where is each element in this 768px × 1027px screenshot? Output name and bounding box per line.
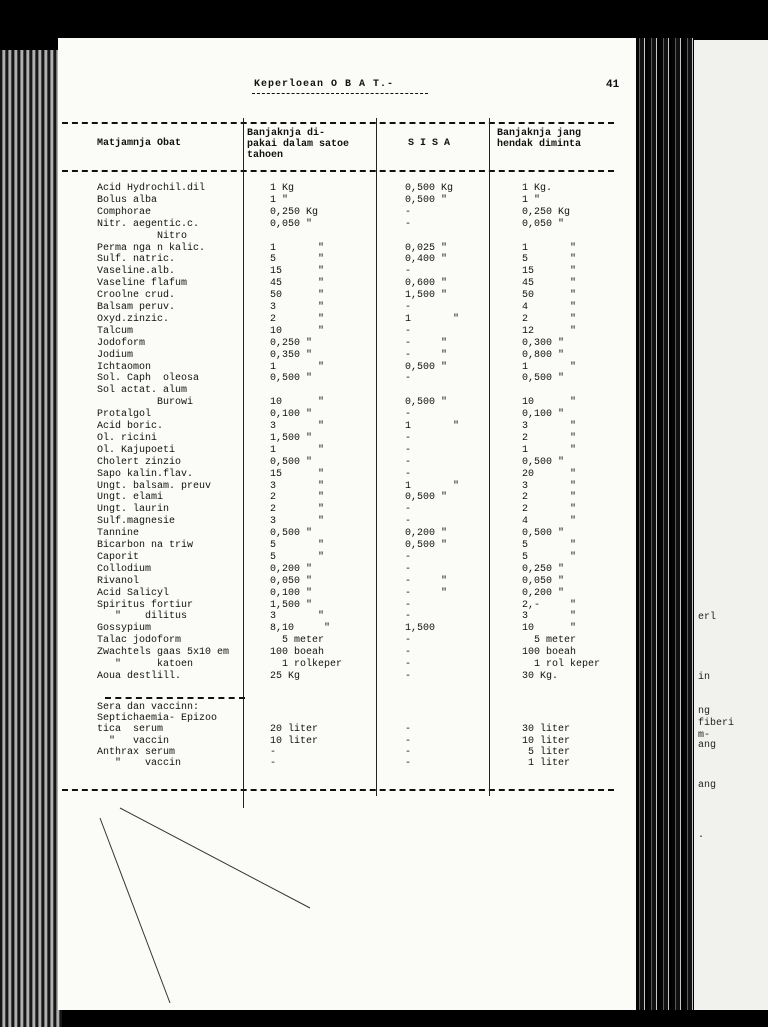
amount-remaining: 0,500 " [405, 397, 448, 409]
amount-used-per-year: 0,350 " [270, 349, 313, 361]
amount-used-per-year: 0,050 " [270, 218, 313, 230]
amount-requested: 5 meter [522, 635, 577, 647]
amount-requested: 15 " [522, 266, 577, 278]
amount-requested: 10 " [522, 397, 577, 409]
amount-remaining: 1 " [405, 313, 460, 325]
amount-used-per-year: 1 " [270, 361, 325, 373]
medicine-name: Acid Hydrochil.dil [97, 183, 206, 194]
column-divider [243, 118, 244, 808]
amount-used-per-year: 5 meter [270, 635, 325, 647]
amount-remaining: - [405, 444, 412, 456]
amount-used-per-year: 2 " [270, 313, 325, 325]
amount-remaining: - [405, 409, 412, 421]
amount-used-per-year: 50 " [270, 290, 325, 302]
amount-used-per-year: 15 " [270, 266, 325, 278]
column-header-name: Matjamnja Obat [97, 138, 182, 149]
page-number: 41 [606, 79, 620, 91]
medicine-name: Rivanol [97, 575, 140, 587]
amount-used-per-year: 10 " [270, 325, 325, 337]
medicine-name: Caporit [97, 551, 140, 563]
amount-requested: 10 " [522, 623, 577, 635]
amount-requested: 20 " [522, 468, 577, 480]
amount-remaining: - [405, 432, 412, 444]
amount-remaining: - [405, 302, 412, 313]
medicine-name: Zwachtels gaas 5x10 em [97, 647, 230, 659]
amount-used-per-year: 0,250 Kg [270, 206, 319, 218]
medicine-name: Balsam peruv. [97, 302, 176, 313]
medicine-name: " vaccin [97, 735, 170, 747]
amount-requested: 0,100 " [522, 409, 565, 421]
medicine-name: Ungt. laurin [97, 504, 170, 516]
amount-remaining: 0,500 " [405, 492, 448, 504]
amount-requested: 2,- " [522, 599, 577, 611]
page-title: Keperloean O B A T.- [254, 79, 395, 90]
amount-requested: 1 " [522, 194, 541, 206]
amount-used-per-year: 1 " [270, 242, 325, 254]
medicine-name: Gossypium [97, 623, 152, 635]
amount-requested: 3 " [522, 611, 577, 623]
amount-used-per-year: 0,500 " [270, 373, 313, 385]
medicine-name: Acid Salicyl [97, 587, 170, 599]
amount-requested: 1 " [522, 361, 577, 373]
amount-used-per-year: 0,250 " [270, 337, 313, 349]
next-page-fragment: ang [698, 740, 717, 751]
amount-used-per-year: 1 " [270, 194, 289, 206]
amount-requested: 2 " [522, 504, 577, 516]
amount-used-per-year: 0,500 " [270, 456, 313, 468]
amount-requested: 1 rol keper [522, 659, 601, 670]
medicine-name: Ungt. elami [97, 492, 164, 504]
medicine-name: Spiritus fortiur [97, 599, 194, 611]
amount-remaining: 0,500 " [405, 540, 448, 551]
amount-requested: 45 " [522, 278, 577, 290]
amount-remaining: - [405, 563, 412, 575]
amount-used-per-year: 45 " [270, 278, 325, 290]
amount-used-per-year: 0,500 " [270, 528, 313, 540]
amount-requested: 12 " [522, 325, 577, 337]
amount-remaining: - [405, 504, 412, 516]
amount-remaining: - [405, 635, 412, 647]
medicine-name: Septichaemia- Epizoo [97, 713, 218, 725]
medicine-name: Nitro [97, 230, 188, 242]
amount-requested: 0,500 " [522, 373, 565, 385]
medicine-name: Cholert zinzio [97, 456, 182, 468]
amount-used-per-year: 8,10 " [270, 623, 331, 635]
amount-remaining: - [405, 611, 412, 623]
amount-requested: 3 " [522, 421, 577, 432]
amount-used-per-year: 1 " [270, 444, 325, 456]
medicine-name: Sol. Caph oleosa [97, 373, 200, 385]
amount-used-per-year: 3 " [270, 480, 325, 492]
blank-area-strike-lines [80, 798, 320, 1013]
amount-requested: 2 " [522, 492, 577, 504]
column-header-used: Banjaknja di- pakai dalam satoe tahoen [247, 128, 350, 161]
column-header-requested: Banjaknja jang hendak diminta [497, 128, 582, 150]
amount-requested: 0,200 " [522, 587, 565, 599]
amount-remaining: 0,500 " [405, 361, 448, 373]
amount-used-per-year: 3 " [270, 611, 325, 623]
scan-edge-left [0, 50, 62, 1027]
amount-requested: 2 " [522, 313, 577, 325]
amount-used-per-year: 15 " [270, 468, 325, 480]
amount-used-per-year: 3 " [270, 302, 325, 313]
amount-used-per-year: 2 " [270, 504, 325, 516]
amount-used-per-year: 0,100 " [270, 409, 313, 421]
next-page-fragment: in [698, 672, 711, 683]
column-header-sisa: S I S A [408, 138, 451, 149]
amount-requested: 4 " [522, 302, 577, 313]
medicine-name: Sol actat. alum [97, 385, 188, 397]
medicine-name: Ungt. balsam. preuv [97, 480, 212, 492]
amount-requested: 0,250 Kg [522, 206, 571, 218]
medicine-name: Sulf. natric. [97, 254, 176, 266]
amount-remaining: 0,500 Kg [405, 183, 454, 194]
title-underline [252, 93, 428, 94]
amount-used-per-year: 10 " [270, 397, 325, 409]
amount-requested: 30 liter [522, 724, 571, 736]
amount-remaining: - [405, 218, 412, 230]
amount-remaining: - " [405, 349, 448, 361]
amount-used-per-year: 10 liter [270, 735, 319, 747]
medicine-name: Jodoform [97, 337, 146, 349]
medicine-name: Protalgol [97, 409, 152, 421]
amount-remaining: - [405, 746, 412, 758]
amount-requested: 1 " [522, 444, 577, 456]
amount-remaining: 0,200 " [405, 528, 448, 540]
medicine-name: Tannine [97, 528, 140, 540]
amount-remaining: - [405, 325, 412, 337]
amount-requested: 0,050 " [522, 218, 565, 230]
medicine-name: Aoua destlill. [97, 670, 182, 682]
amount-remaining: - [405, 373, 412, 385]
medicine-name: Comphorae [97, 206, 152, 218]
medicine-name: Talcum [97, 325, 134, 337]
medicine-name: " dilitus [97, 611, 188, 623]
medicine-name: Perma nga n kalic. [97, 242, 206, 254]
amount-remaining: - [405, 724, 412, 736]
amount-requested: 5 " [522, 551, 577, 563]
medicine-name: Sapo kalin.flav. [97, 468, 194, 480]
amount-used-per-year: 1,500 " [270, 432, 313, 444]
amount-remaining: - [405, 551, 412, 563]
medicine-name: Bolus alba [97, 194, 158, 206]
medicine-name: Ol. ricini [97, 432, 158, 444]
medicine-name: Nitr. aegentic.c. [97, 218, 200, 230]
medicine-name: Croolne crud. [97, 290, 176, 302]
amount-requested: 2 " [522, 432, 577, 444]
next-page-fragment: . [698, 830, 705, 841]
amount-requested: 5 " [522, 540, 577, 551]
medicine-name: Burowi [97, 397, 194, 409]
table-bottom-rule [62, 789, 614, 791]
medicine-name: Sulf.magnesie [97, 516, 176, 528]
amount-used-per-year: 2 " [270, 492, 325, 504]
amount-remaining: - " [405, 575, 448, 587]
amount-used-per-year: - [270, 746, 277, 758]
next-page-fragment: fiberi [698, 718, 735, 729]
header-bottom-rule [62, 170, 614, 172]
amount-requested: 1 Kg. [522, 183, 553, 194]
next-page-fragment: ng [698, 706, 711, 717]
medicine-name: " katoen [97, 659, 194, 670]
section-separator [105, 697, 245, 699]
medicine-name: tica serum [97, 724, 164, 736]
amount-remaining: 1 " [405, 480, 460, 492]
amount-remaining: - [405, 516, 412, 528]
amount-used-per-year: 1 rolkeper [270, 659, 343, 670]
amount-requested: 5 liter [522, 746, 571, 758]
book-binding [636, 38, 694, 1010]
medicine-name: Jodium [97, 349, 134, 361]
table-top-rule [62, 122, 614, 124]
amount-requested: 10 liter [522, 735, 571, 747]
amount-requested: 3 " [522, 480, 577, 492]
amount-used-per-year: 20 liter [270, 724, 319, 736]
medicine-name: Vaseline.alb. [97, 266, 176, 278]
amount-requested: 0,800 " [522, 349, 565, 361]
amount-remaining: 0,400 " [405, 254, 448, 266]
next-page-fragment: erl [698, 612, 717, 623]
amount-remaining: - [405, 670, 412, 682]
amount-requested: 50 " [522, 290, 577, 302]
amount-remaining: - " [405, 587, 448, 599]
amount-remaining: - [405, 206, 412, 218]
amount-remaining: 1,500 " [405, 290, 448, 302]
amount-requested: 0,500 " [522, 456, 565, 468]
amount-used-per-year: 3 " [270, 421, 325, 432]
medicine-name: " vaccin [97, 758, 182, 769]
amount-requested: 0,050 " [522, 575, 565, 587]
medicine-name: Anthrax serum [97, 746, 176, 758]
amount-used-per-year: 100 boeah [270, 647, 325, 659]
amount-remaining: 1 " [405, 421, 460, 432]
amount-used-per-year: - [270, 758, 277, 769]
amount-used-per-year: 0,050 " [270, 575, 313, 587]
next-page-edge [694, 40, 768, 1010]
medicine-name: Oxyd.zinzic. [97, 313, 170, 325]
amount-used-per-year: 5 " [270, 254, 325, 266]
amount-requested: 0,250 " [522, 563, 565, 575]
amount-remaining: - [405, 266, 412, 278]
amount-remaining: 0,600 " [405, 278, 448, 290]
medicine-name: Ichtaomon [97, 361, 152, 373]
amount-remaining: - [405, 468, 412, 480]
amount-remaining: - [405, 659, 412, 670]
amount-used-per-year: 0,100 " [270, 587, 313, 599]
amount-remaining: - [405, 647, 412, 659]
medicine-name: Acid boric. [97, 421, 164, 432]
amount-requested: 4 " [522, 516, 577, 528]
medicine-name: Collodium [97, 563, 152, 575]
amount-requested: 0,300 " [522, 337, 565, 349]
amount-requested: 1 " [522, 242, 577, 254]
column-divider [489, 118, 490, 796]
amount-remaining: - [405, 599, 412, 611]
medicine-name: Sera dan vaccinn: [97, 702, 200, 713]
medicine-name: Bicarbon na triw [97, 540, 194, 551]
medicine-name: Ol. Kajupoeti [97, 444, 176, 456]
amount-requested: 30 Kg. [522, 670, 559, 682]
amount-requested: 0,500 " [522, 528, 565, 540]
amount-used-per-year: 1,500 " [270, 599, 313, 611]
amount-remaining: - [405, 456, 412, 468]
amount-requested: 100 boeah [522, 647, 577, 659]
next-page-fragment: ang [698, 780, 717, 791]
amount-requested: 5 " [522, 254, 577, 266]
amount-remaining: 1,500 [405, 623, 436, 635]
amount-used-per-year: 3 " [270, 516, 325, 528]
amount-remaining: - " [405, 337, 448, 349]
amount-requested: 1 liter [522, 758, 571, 769]
amount-remaining: - [405, 758, 412, 769]
medicine-name: Vaseline flafum [97, 278, 188, 290]
next-page-fragment: m- [698, 730, 711, 741]
amount-remaining: 0,500 " [405, 194, 448, 206]
column-divider [376, 118, 377, 796]
amount-used-per-year: 5 " [270, 540, 325, 551]
amount-remaining: - [405, 735, 412, 747]
amount-used-per-year: 25 Kg [270, 670, 301, 682]
medicine-name: Talac jodoform [97, 635, 182, 647]
amount-used-per-year: 0,200 " [270, 563, 313, 575]
amount-used-per-year: 1 Kg [270, 183, 295, 194]
amount-used-per-year: 5 " [270, 551, 325, 563]
amount-remaining: 0,025 " [405, 242, 448, 254]
